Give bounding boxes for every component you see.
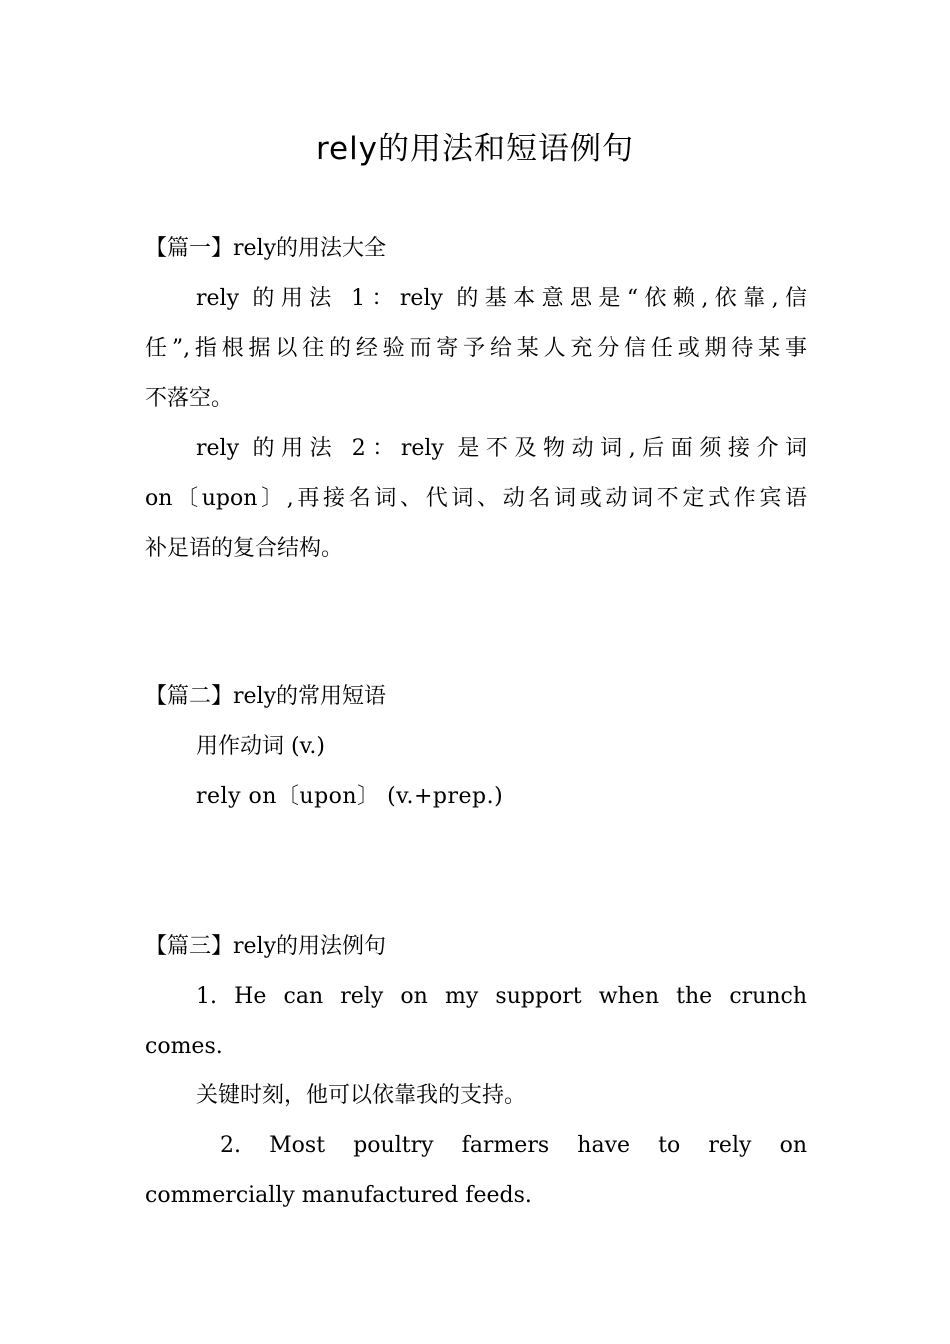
example1-line1: 1. He can rely on my support when the crunch xyxy=(196,984,807,1009)
document-title: rely的用法和短语例句 xyxy=(315,131,635,167)
section2-line1: 用作动词 (v.) xyxy=(196,734,325,759)
section1-p1-line2: 任”,指根据以往的经验而寄予给某人充分信任或期待某事 xyxy=(145,336,807,361)
section1-p2-line1: rely 的用法 2：rely 是不及物动词,后面须接介词 xyxy=(196,436,807,461)
section1-heading: 【篇一】rely的用法大全 xyxy=(145,236,387,261)
example1-translation: 关键时刻，他可以依靠我的支持。 xyxy=(196,1083,527,1108)
section3-heading: 【篇三】rely的用法例句 xyxy=(145,934,387,959)
section1-p2-line2: on〔upon〕,再接名词、代词、动名词或动词不定式作宾语 xyxy=(145,486,807,511)
section1-p2-line3: 补足语的复合结构。 xyxy=(145,536,344,561)
section1-p1-line1: rely 的用法 1：rely 的基本意思是“依赖,依靠,信 xyxy=(196,286,807,311)
example2-line2: commercially manufactured feeds. xyxy=(145,1183,532,1208)
section1-p1-line3: 不落空。 xyxy=(145,386,234,411)
section2-line2: rely on〔upon〕 (v.+prep.) xyxy=(196,784,504,809)
section2-heading: 【篇二】rely的常用短语 xyxy=(145,684,387,709)
example2-line1: 2. Most poultry farmers have to rely on xyxy=(220,1133,807,1158)
example1-line2: comes. xyxy=(145,1034,223,1059)
